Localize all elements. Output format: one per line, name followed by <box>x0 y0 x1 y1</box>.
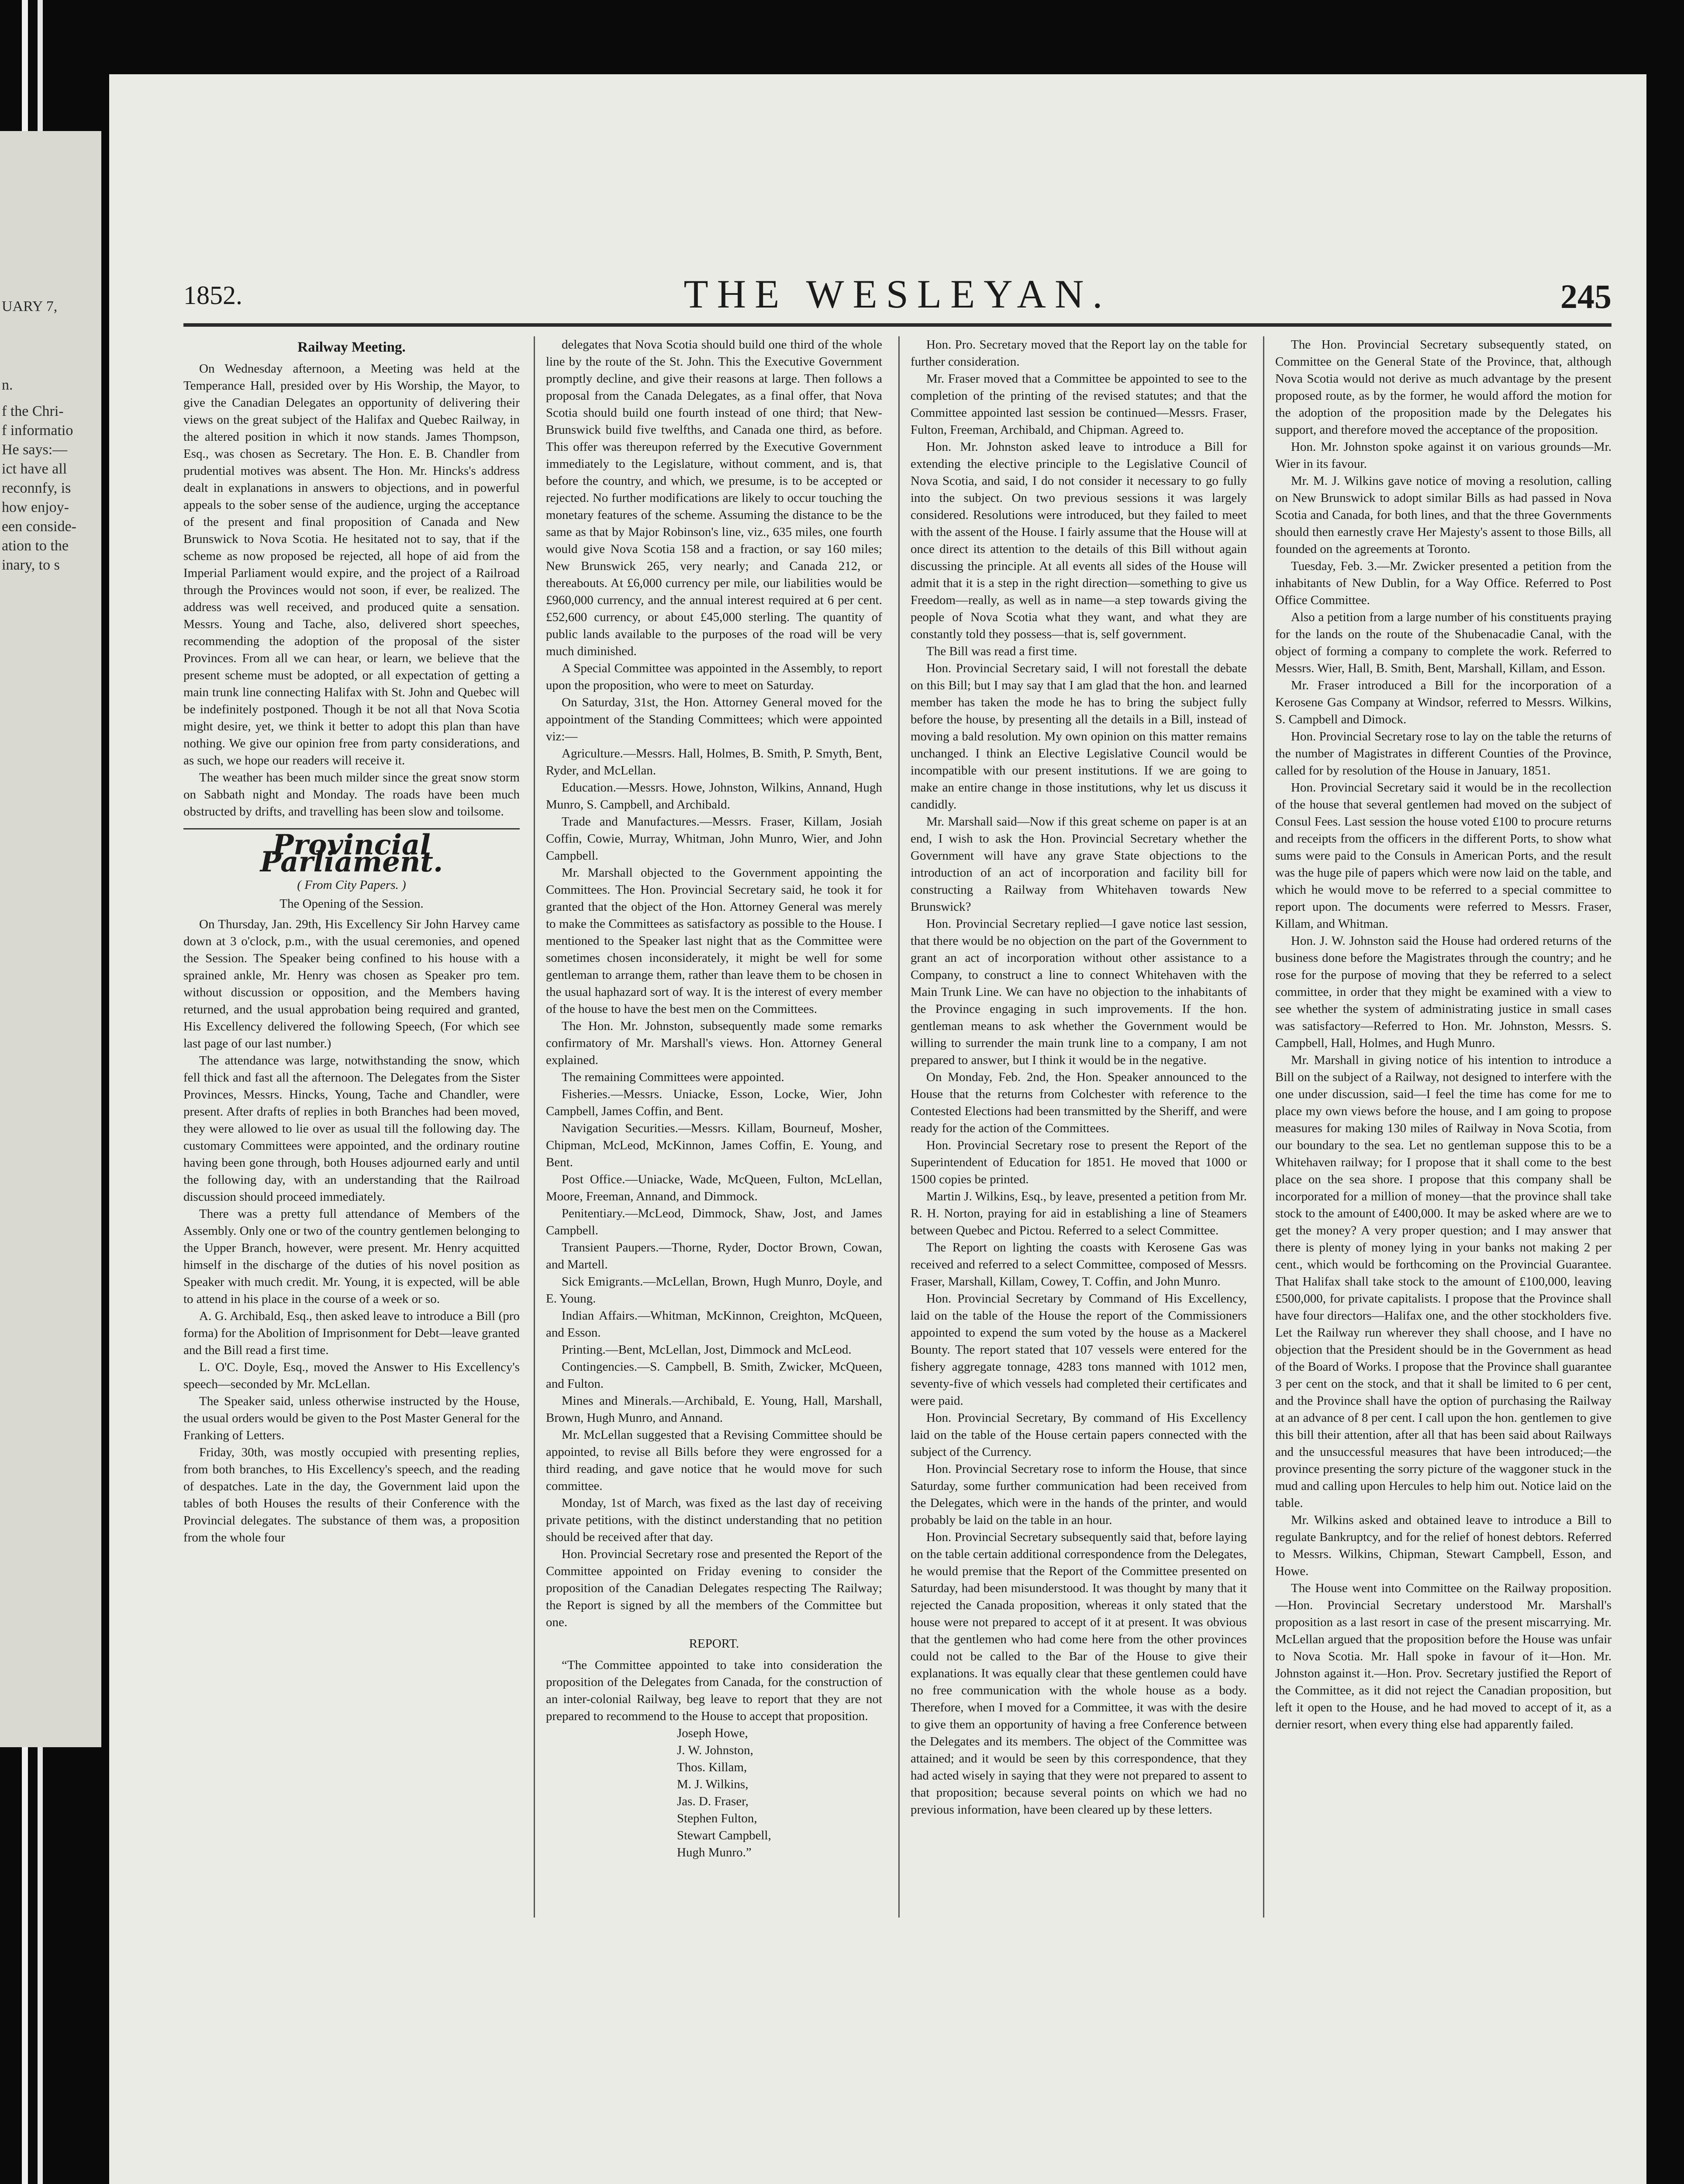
prev-page-line: ation to the <box>2 538 69 554</box>
committee-list-item: Fisheries.—Messrs. Uniacke, Esson, Locke, Wier, John Campbell, James Coffin, and Bent. <box>546 1087 882 1118</box>
railway-meeting-heading: Railway Meeting. <box>297 339 406 355</box>
issue-date: 1852. <box>183 281 242 310</box>
paragraph: Monday, 1st of March, was fixed as the last day of receiving private petitions, with the distinct understanding that no petition should be received after that day. <box>546 1496 882 1544</box>
prev-page-line: n. <box>2 377 13 393</box>
committee-list-item: Printing.—Bent, McLellan, Jost, Dimmock and McLeod. <box>562 1343 852 1357</box>
provincial-parliament-heading: Provincial Parliament. <box>183 828 520 871</box>
paragraph: The Hon. Mr. Johnston, subsequently made some remarks confirmatory of Mr. Marshall's views. Hon. Attorney General explained. <box>546 1019 882 1067</box>
paragraph: On Saturday, 31st, the Hon. Attorney General moved for the appointment of the Standing Committees; which were appointed viz:— <box>546 695 882 743</box>
column-3 <box>911 336 1247 2127</box>
paragraph: The remaining Committees were appointed. <box>562 1070 784 1084</box>
paragraph: Hon. Provincial Secretary rose and presented the Report of the Committee appointed on Friday evening to consider the proposition of the Canadian Delegates respecting The Railway; the Report is signed by all the members of the Committee but one. <box>546 1547 882 1629</box>
prev-page-line: een conside- <box>2 518 76 535</box>
paragraph: Mr. Fraser moved that a Committee be appointed to see to the completion of the printing of the revised statutes; and that the Committee appointed last session be continued—Messrs. Fraser, Fulton, Freeman, Archibald, and Chipman. Agreed to. <box>911 372 1247 437</box>
paragraph: L. O'C. Doyle, Esq., moved the Answer to His Excellency's speech—seconded by Mr. McLellan. <box>183 1360 520 1391</box>
paragraph: Hon. Provincial Secretary by Command of His Excellency, laid on the table of the House the report of the Commissioners appointed to expend the sum voted by the house as a Mackerel Bounty. The report stated that 107 vessels were entered for the fishery aggregate tonnage, 4283 tons manned with 1012 men, seventy-five of which vessels had completed their certificates and were paid. <box>911 1292 1247 1408</box>
paragraph: Hon. Provincial Secretary rose to lay on the table the returns of the number of Magistrates in different Counties of the Province, called for by resolution of the House in January, 1851. <box>1275 729 1612 778</box>
paragraph: The Report on lighting the coasts with Kerosene Gas was received and referred to a select Committee, composed of Messrs. Fraser, Marshall, Killam, Cowey, T. Coffin, and John Munro. <box>911 1241 1247 1289</box>
paragraph: Mr. Marshall in giving notice of his intention to introduce a Bill on the subject of a Railway, not designed to interfere with the one under discussion, said—I feel the time has come for me to place my own views before the house, and I am going to propose measures for making 130 miles of Railway in Nova Scotia, from our boundary to the sea. Let no gentleman suppose this to be a Whitehaven railway; for I propose that it shall come to the best place on the sea shore. I propose that this company shall be incorporated for a million of money—that the province shall take stock to the amount of £400,000. It may be asked where are we to get the money? A very proper question; and I may answer that there is plenty of money lying in your banks not making 2 per cent., which would be forthcoming on the Provincial Guarantee. That Halifax shall take stock to the amount of £100,000, leaving £500,000, for private capitalists. I propose that the Province shall have four directors—Halifax one, and the other stockholders five. Let the Railway run wherever they shall choose, and I have no objection that the President should be in the Government as head of the Board of Works. I propose that the Province shall guarantee 3 per cent on the stock, and that it shall be limited to 6 per cent, and the Province shall have the option of purchasing the Railway at an advance of 8 per cent. I call upon the hon. gentlemen to give this bill their attention, after all that has been said about Railways and the unsuccessful measures that have been introduced;—the province presenting the sorry picture of the waggoner stuck in the mud and calling upon Hercules to help him out. Notice laid on the table. <box>1275 1053 1612 1510</box>
prev-page-line: UARY 7, <box>2 298 58 314</box>
prev-page-line: reconnfy, is <box>2 480 71 496</box>
committee-list-item: Mines and Minerals.—Archibald, E. Young, Hall, Marshall, Brown, Hugh Munro, and Annand. <box>546 1394 882 1425</box>
column-2 <box>546 336 882 2127</box>
paragraph: There was a pretty full attendance of Members of the Assembly. Only one or two of the country gentlemen belonging to the Upper Branch, however, were present. Mr. Henry acquitted himself in the discharge of the duties of his novel position as Speaker with much credit. Mr. Young, it is expected, will be able to attend in his place in the course of a week or so. <box>183 1207 520 1306</box>
page-number: 245 <box>1560 277 1612 315</box>
previous-page-strip <box>0 131 101 1747</box>
committee-list-item: Navigation Securities.—Messrs. Killam, Bourneuf, Mosher, Chipman, McLeod, McKinnon, James Coffin, E. Young, and Bent. <box>546 1121 882 1169</box>
paragraph: The Bill was read a first time. <box>926 644 1077 658</box>
paragraph: Hon. Provincial Secretary said, I will not forestall the debate on this Bill; but I may say that I am glad that the hon. and learned member has taken the mode he has to bring the subject fully before the house, by presenting all the details in a Bill, instead of moving a bald resolution. My own opinion on this matter remains unchanged. I think an Elective Legislative Council would be incompatible with our present institutions. If we are going to make an entire change in those institutions, why let us discuss it candidly. <box>911 661 1247 812</box>
paragraph: Martin J. Wilkins, Esq., by leave, presented a petition from Mr. R. H. Norton, praying for aid in establishing a line of Steamers between Quebec and Pictou. Referred to a select Committee. <box>911 1189 1247 1237</box>
signature: Stewart Campbell, <box>677 1828 771 1842</box>
paragraph: Also a petition from a large number of his constituents praying for the lands on the route of the Shubenacadie Canal, with the object of forming a company to complete the work. Referred to Messrs. Wier, Hall, B. Smith, Bent, Marshall, Killam, and Esson. <box>1275 610 1612 675</box>
paragraph: Hon. Provincial Secretary rose to present the Report of the Superintendent of Education for 1851. He moved that 1000 or 1500 copies be printed. <box>911 1138 1247 1186</box>
masthead <box>183 271 1612 319</box>
committee-list-item: Sick Emigrants.—McLellan, Brown, Hugh Munro, Doyle, and E. Young. <box>546 1275 882 1306</box>
committee-list-item: Indian Affairs.—Whitman, McKinnon, Creighton, McQueen, and Esson. <box>546 1309 882 1340</box>
committee-list-item: Penitentiary.—McLeod, Dimmock, Shaw, Jost, and James Campbell. <box>546 1206 882 1237</box>
column-rule <box>534 336 535 1918</box>
paragraph: Hon. Provincial Secretary said it would be in the recollection of the house that several gentlemen had moved on the subject of Consul Fees. Last session the house voted £100 to procure returns and receipts from the officers in the different Ports, to show what sums were paid to the Consuls in American Ports, and the result was the huge pile of papers which were now laid on the table, and which he would move to be referred to a special committee to report upon. The documents were referred to Messrs. Fraser, Killam, and Whitman. <box>1275 781 1612 931</box>
paragraph: Hon. Mr. Johnston spoke against it on various grounds—Mr. Wier in its favour. <box>1275 440 1612 471</box>
paragraph: Mr. Wilkins asked and obtained leave to introduce a Bill to regulate Bankruptcy, and for the relief of honest debtors. Referred to Messrs. Wilkins, Chipman, Stewart Campbell, Esson, and Howe. <box>1275 1513 1612 1578</box>
paragraph: Tuesday, Feb. 3.—Mr. Zwicker presented a petition from the inhabitants of New Dublin, for a Way Office. Referred to Post Office Committee. <box>1275 559 1612 607</box>
committee-list-item: Trade and Manufactures.—Messrs. Fraser, Killam, Josiah Coffin, Cowie, Murray, Whitman, John Munro, Wier, and John Campbell. <box>546 815 882 863</box>
column-rule <box>898 336 900 1918</box>
report-heading: REPORT. <box>689 1637 739 1651</box>
paragraph: Mr. Marshall objected to the Government appointing the Committees. The Hon. Provincial Secretary said, he took it for granted that the object of the Hon. Attorney General was merely to make the Committees as satisfactory as possible to the House. I mentioned to the Speaker last night that as the Committee were sometimes chosen inconsiderately, it might be well for some gentleman to arrange them, rather than leave them to be chosen in the usual haphazard sort of way. It is the interest of every member of the house to have the best men on the Committees. <box>546 866 882 1016</box>
prev-page-line: inary, to s <box>2 557 60 573</box>
paragraph: Friday, 30th, was mostly occupied with presenting replies, from both branches, to His Excellency's speech, and the reading of despatches. Late in the day, the Government laid upon the tables of both Houses the results of their Conference with the Provincial delegates. The substance of them was, a proposition from the whole four <box>183 1445 520 1545</box>
paragraph: The Speaker said, unless otherwise instructed by the House, the usual orders would be given to the Post Master General for the Franking of Letters. <box>183 1394 520 1442</box>
prev-page-line: ict have all <box>2 461 67 477</box>
paragraph: Hon. Provincial Secretary rose to inform the House, that since Saturday, some further communication had been received from the Delegates, which were in the hands of the printer, and would probably be laid on the table in an hour. <box>911 1462 1247 1527</box>
committee-list-item: Education.—Messrs. Howe, Johnston, Wilkins, Annand, Hugh Munro, S. Campbell, and Archibald. <box>546 781 882 812</box>
paragraph: Mr. McLellan suggested that a Revising Committee should be appointed, to revise all Bills before they were engrossed for a third reading, and gave notice that he would move for such committee. <box>546 1428 882 1493</box>
weather-note: The weather has been much milder since the great snow storm on Sabbath night and Monday. The roads have been much obstructed by drifts, and travelling has been slow and toilsome. <box>183 771 520 819</box>
paragraph: The House went into Committee on the Railway proposition.—Hon. Provincial Secretary understood Mr. Marshall's proposition as a last resort in case of the present miscarrying. Mr. McLellan argued that the proposition before the House was unfair to Nova Scotia. Mr. Hall spoke in favour of it—Hon. Mr. Johnston against it.—Hon. Prov. Secretary justified the Report of the Committee, as it did not reject the Canadian proposition, but left it open to the House, and he had moved to accept of it, as a dernier resort, when every thing else had apparently failed. <box>1275 1581 1612 1731</box>
paragraph: delegates that Nova Scotia should build one third of the whole line by the route of the St. John. This the Executive Government promptly decline, and give their reasons at large. Then follows a proposal from the Canada Delegates, as a final offer, that Nova Scotia should build one fourth instead of one third; that New-Brunswick build five twelfths, and Canada one third, as before. This offer was thereupon referred by the Executive Government immediately to the Legislature, without comment, and is, that before the country, and which, we presume, is to be accepted or rejected. No further modifications are likely to occur touching the monetary features of the scheme. Assuming the distance to be the same as that by Major Robinson's line, viz., 635 miles, one fourth would give Nova Scotia 158 and a fraction, or say 160 miles; New Brunswick 265, very nearly; and Canada 212, or thereabouts. At £6,000 currency per mile, our liabilities would be £960,000 currency, and the annual interest required at 6 per cent. £52,600 currency, or about £45,000 sterling. The quantity of public lands available to the purposes of the road will be very much diminished. <box>546 338 882 658</box>
report-text: “The Committee appointed to take into consideration the proposition of the Delegates from Canada, for the construction of an inter-colonial Railway, beg leave to report that they are not prepared to recommend to the House to accept that proposition. <box>546 1658 882 1723</box>
prev-page-line: He says:— <box>2 442 68 458</box>
paragraph: On Thursday, Jan. 29th, His Excellency Sir John Harvey came down at 3 o'clock, p.m., with the usual ceremonies, and opened the Session. The Speaker being confined to his house with a sprained ankle, Mr. Henry was chosen as Speaker pro tem. without discussion or opposition, and the Members having returned, and the usual approbation being required and granted, His Excellency delivered the following Speech, (For which see last page of our last number.) <box>183 917 520 1051</box>
signature: Stephen Fulton, <box>677 1811 757 1825</box>
paragraph: The attendance was large, notwithstanding the snow, which fell thick and fast all the afternoon. The Delegates from the Sister Provinces, Messrs. Hincks, Young, Tache and Chandler, were present. After drafts of replies in both Branches had been moved, they were allowed to lie over as usual till the following day. The customary Committees were appointed, and the ordinary routine having been gone through, both Houses adjourned early and until the following day, with an understanding that the Railroad discussion should proceed immediately. <box>183 1054 520 1204</box>
column-4 <box>1275 336 1612 2127</box>
committee-list-item: Post Office.—Uniacke, Wade, McQueen, Fulton, McLellan, Moore, Freeman, Annand, and Dimmock. <box>546 1172 882 1203</box>
paragraph: On Wednesday afternoon, a Meeting was held at the Temperance Hall, presided over by His Worship, the Mayor, to give the Canadian Delegates an opportunity of delivering their views on the great subject of the Halifax and Quebec Railway, in the altered position in which it now stands. James Thompson, Esq., was chosen as Secretary. The Hon. E. B. Chandler from prudential motives was absent. The Hon. Mr. Hincks's address dealt in explanations in answers to objections, and in powerful appeals to the sober sense of the audience, urging the acceptance of the present and final proposition of Canada and New Brunswick to Nova Scotia. He hesitated not to say, that if the scheme as now proposed be rejected, all hope of aid from the Imperial Parliament would expire, and the project of a Railroad through the Provinces would not soon, if ever, be realized. The address was well received, and produced quite a sensation. Messrs. Young and Tache, also, delivered short speeches, recommending the adoption of the proposal of the sister Provinces. From all we can hear, or learn, we believe that the present scheme must be adopted, or all expectation of getting a main trunk line connecting Halifax with St. John and Quebec will be indefinitely postponed. Though it be not all that Nova Scotia might desire, yet, we think it better to adopt this plan than have nothing. We give our opinion free from party considerations, and as such, we hope our readers will receive it. <box>183 362 520 767</box>
signature: Jas. D. Fraser, <box>677 1794 749 1808</box>
source-note: ( From City Papers. ) <box>297 878 406 892</box>
paragraph: On Monday, Feb. 2nd, the Hon. Speaker announced to the House that the returns from Colchester with reference to the Contested Elections had been transmitted by the Sheriff, and were ready for the action of the Committees. <box>911 1070 1247 1135</box>
paragraph: Hon. Pro. Secretary moved that the Report lay on the table for further consideration. <box>911 338 1247 369</box>
paragraph: A Special Committee was appointed in the Assembly, to report upon the proposition, who were to meet on Saturday. <box>546 661 882 692</box>
signature: Joseph Howe, <box>677 1726 748 1740</box>
paragraph: Hon. Mr. Johnston asked leave to introduce a Bill for extending the elective principle to the Legislative Council of Nova Scotia, and said, I do not consider it necessary to go fully into the subject. On two previous sessions it was largely considered. Resolutions were introduced, but they failed to meet with the assent of the House. I fairly assume that the House will at once direct its attention to the details of this Bill without again discussing the principle. At all events all sides of the House will admit that it is a step in the right direction—something to give us Freedom—really, as well as in name—a step towards giving the people of Nova Scotia what they want, and what they are constantly told they possess—that is, self government. <box>911 440 1247 641</box>
paragraph: Mr. Marshall said—Now if this great scheme on paper is at an end, I wish to ask the Hon. Provincial Secretary whether the Government will have any grave State objections to the introduction of an act of incorporation and facility bill for constructing a Railway from Whitehaven towards New Brunswick? <box>911 815 1247 914</box>
column-rule <box>1263 336 1264 1918</box>
committee-list-item: Agriculture.—Messrs. Hall, Holmes, B. Smith, P. Smyth, Bent, Ryder, and McLellan. <box>546 746 882 778</box>
paragraph: Mr. Fraser introduced a Bill for the incorporation of a Kerosene Gas Company at Windsor, referred to Messrs. Wilkins, S. Campbell and Dimock. <box>1275 678 1612 726</box>
committee-list-item: Transient Paupers.—Thorne, Ryder, Doctor Brown, Cowan, and Martell. <box>546 1241 882 1272</box>
signature: M. J. Wilkins, <box>677 1777 749 1791</box>
signature: Thos. Killam, <box>677 1760 747 1774</box>
paragraph: Mr. M. J. Wilkins gave notice of moving a resolution, calling on New Brunswick to adopt similar Bills as had passed in Nova Scotia and Canada, for both lines, and that the three Governments should then earnestly crave Her Majesty's assent to those Bills, all founded on the agreements at Toronto. <box>1275 474 1612 556</box>
signature: Hugh Munro.” <box>677 1845 752 1859</box>
prev-page-line: f the Chri- <box>2 403 64 419</box>
prev-page-line: how enjoy- <box>2 499 69 515</box>
prev-page-line: f informatio <box>2 422 73 439</box>
paragraph: Hon. J. W. Johnston said the House had ordered returns of the business done before the Magistrates through the country; and he rose for the purpose of moving that they be referred to a select committee, in order that they might be examined with a view to see whether the system of administrating justice in small cases was satisfactory—Referred to Hon. Mr. Johnston, Messrs. S. Campbell, Hall, Holmes, and Hugh Munro. <box>1275 934 1612 1050</box>
paragraph: The Hon. Provincial Secretary subsequently stated, on Committee on the General State of the Province, that, although Nova Scotia would not derive as much advantage by the present proposed route, as by the former, he would afford the motion for the adoption of the proposition made by the Delegates his support, and therefore moved the acceptance of the proposition. <box>1275 338 1612 437</box>
signature: J. W. Johnston, <box>677 1743 753 1757</box>
session-heading: The Opening of the Session. <box>280 897 424 911</box>
paragraph: A. G. Archibald, Esq., then asked leave to introduce a Bill (pro forma) for the Abolition of Imprisonment for Debt—leave granted and the Bill read a first time. <box>183 1309 520 1357</box>
column-1 <box>183 336 520 2127</box>
paragraph: Hon. Provincial Secretary, By command of His Excellency laid on the table of the House certain papers connected with the subject of the Currency. <box>911 1411 1247 1459</box>
paragraph: Hon. Provincial Secretary replied—I gave notice last session, that there would be no objection on the part of the Government to grant an act of incorporation without other assistance to a Company, to construct a line to connect Whitehaven with the Main Trunk Line. We can have no objection to the inhabitants of the Province engaging in such improvements. If the hon. gentleman means to ask whether the Government would be willing to surrender the main trunk line to a company, I am not prepared to answer, but I think it would be in the negative. <box>911 917 1247 1067</box>
committee-list-item: Contingencies.—S. Campbell, B. Smith, Zwicker, McQueen, and Fulton. <box>546 1360 882 1391</box>
paragraph: Hon. Provincial Secretary subsequently said that, before laying on the table certain additional correspondence from the Delegates, he would premise that the Report of the Committee presented on Saturday, had been misunderstood. It was thought by many that it rejected the Canada proposition, whereas it only stated that the house were not prepared to accept of it at present. It was obvious that the gentlemen who had come here from the other provinces could not be called to the Bar of the House to give their explanations. It was equally clear that these gentlemen could have no free communication with the whole house as a body. Therefore, when I moved for a Committee, it was with the desire to give them an opportunity of having a free Conference between the Delegates and its members. The object of the Committee was attained; and it would be seen by this correspondence, that they had acted wisely in saying that they were not prepared to assent to that proposition; because several points on which we had no previous information, have been cleared up by these letters. <box>911 1530 1247 1817</box>
newspaper-title: THE WESLEYAN. <box>683 272 1111 316</box>
masthead-rule <box>183 323 1612 327</box>
